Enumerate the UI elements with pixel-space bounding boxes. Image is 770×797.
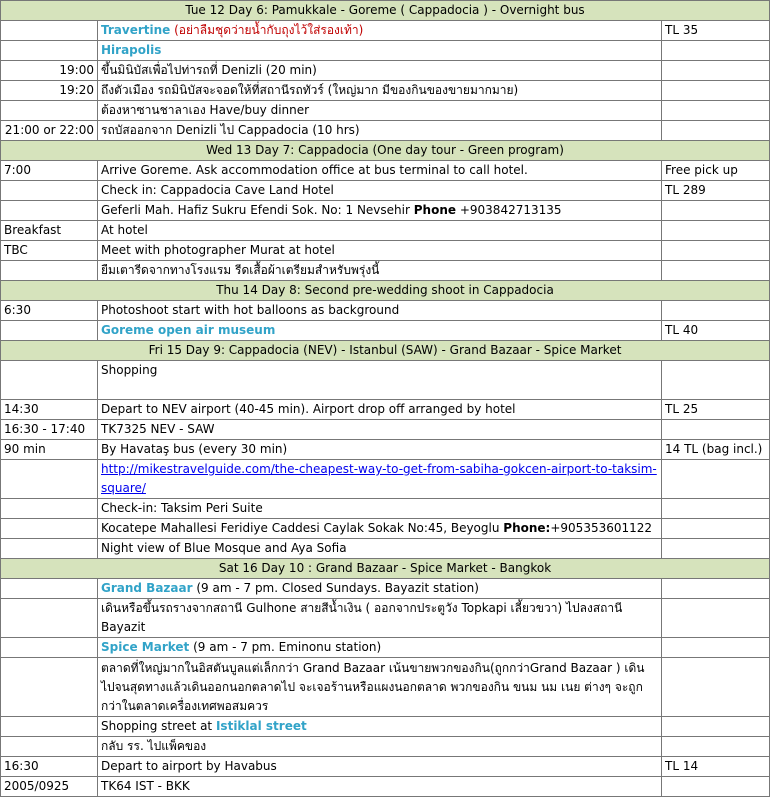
cost-cell	[662, 201, 770, 221]
time-cell	[1, 638, 98, 658]
table-row	[1, 261, 770, 281]
table-row	[1, 101, 770, 121]
desc-cell	[98, 717, 662, 737]
time-cell: 21:00 or 22:00	[1, 121, 98, 141]
cost-cell	[662, 221, 770, 241]
day-header	[1, 341, 770, 361]
time-cell: 2005/0925	[1, 777, 98, 797]
table-row	[1, 301, 770, 321]
table-row	[1, 361, 770, 400]
cost-cell: Free pick up	[662, 161, 770, 181]
cost-cell	[662, 658, 770, 717]
time-cell	[1, 499, 98, 519]
desc-cell	[98, 519, 662, 539]
attraction-title: Istiklal street	[215, 719, 307, 733]
cost-cell: TL 40	[662, 321, 770, 341]
attraction-note: (อย่าลืมชุดว่ายน้ำกับถุงไว้ใส่รองเท้า)	[174, 23, 364, 37]
time-cell: 6:30	[1, 301, 98, 321]
cost-cell	[662, 599, 770, 638]
time-cell	[1, 21, 98, 41]
phone-label: Phone	[413, 203, 457, 217]
day-header-label: Wed 13 Day 7: Cappadocia (One day tour - Green program)	[1, 141, 770, 161]
desc-cell	[98, 579, 662, 599]
time-cell: 19:00	[1, 61, 98, 81]
time-cell	[1, 460, 98, 499]
day-header-label: Thu 14 Day 8: Second pre-wedding shoot in Cappadocia	[1, 281, 770, 301]
cost-cell: TL 289	[662, 181, 770, 201]
time-cell	[1, 201, 98, 221]
desc-cell: เดินหรือขึ้นรถรางจากสถานี Gulhone สายสีน้ำเงิน ( ออกจากประตูวัง Topkapi เลี้ยวขวา) ไปลงสถานี Bayazit	[98, 599, 662, 638]
desc-cell: กลับ รร. ไปแพ็คของ	[98, 737, 662, 757]
desc-cell	[98, 321, 662, 341]
cost-cell	[662, 777, 770, 797]
time-cell	[1, 361, 98, 400]
desc-cell: Meet with photographer Murat at hotel	[98, 241, 662, 261]
desc-cell: Check-in: Taksim Peri Suite	[98, 499, 662, 519]
table-row	[1, 420, 770, 440]
guide-link[interactable]: http://mikestravelguide.com/the-cheapest-way-to-get-from-sabiha-gokcen-airport-to-taksim-square/	[101, 462, 657, 495]
cost-cell: TL 14	[662, 757, 770, 777]
hotel-address: Geferli Mah. Hafiz Sukru Efendi Sok. No: 1 Nevsehir	[101, 203, 410, 217]
time-cell: 14:30	[1, 400, 98, 420]
cost-cell: TL 35	[662, 21, 770, 41]
time-cell: Breakfast	[1, 221, 98, 241]
time-cell	[1, 737, 98, 757]
time-cell	[1, 181, 98, 201]
table-row	[1, 61, 770, 81]
cost-cell	[662, 579, 770, 599]
hotel-address: Kocatepe Mahallesi Feridiye Caddesi Caylak Sokak No:45, Beyoglu	[101, 521, 500, 535]
table-row	[1, 121, 770, 141]
attraction-title: Spice Market	[101, 640, 190, 654]
time-cell	[1, 321, 98, 341]
desc-cell: TK64 IST - BKK	[98, 777, 662, 797]
desc-cell: Night view of Blue Mosque and Aya Sofia	[98, 539, 662, 559]
time-cell	[1, 539, 98, 559]
desc-cell	[98, 41, 662, 61]
desc-cell: At hotel	[98, 221, 662, 241]
attraction-title: Goreme open air museum	[101, 323, 276, 337]
desc-cell: ถึงตัวเมือง รถมินิบัสจะจอดให้ที่สถานีรถทัวร์ (ใหญ่มาก มีของกินของขายมากมาย)	[98, 81, 662, 101]
attraction-hours: (9 am - 7 pm. Closed Sundays. Bayazit station)	[196, 581, 479, 595]
attraction-title: Grand Bazaar	[101, 581, 193, 595]
time-cell	[1, 41, 98, 61]
table-row	[1, 717, 770, 737]
table-row	[1, 539, 770, 559]
table-row	[1, 737, 770, 757]
cost-cell	[662, 121, 770, 141]
table-row	[1, 777, 770, 797]
table-row	[1, 599, 770, 638]
time-cell: 7:00	[1, 161, 98, 181]
day-header	[1, 559, 770, 579]
desc-cell: Shopping	[98, 361, 662, 400]
desc-cell: ต้องหาซานชาลาเอง Have/buy dinner	[98, 101, 662, 121]
desc-cell: Depart to airport by Havabus	[98, 757, 662, 777]
phone-number: +905353601122	[550, 521, 653, 535]
table-row	[1, 221, 770, 241]
phone-label: Phone:	[503, 521, 551, 535]
day-header-label: Fri 15 Day 9: Cappadocia (NEV) - Istanbul (SAW) - Grand Bazaar - Spice Market	[1, 341, 770, 361]
cost-cell	[662, 499, 770, 519]
cost-cell	[662, 241, 770, 261]
cost-cell	[662, 101, 770, 121]
table-row	[1, 241, 770, 261]
time-cell	[1, 579, 98, 599]
table-row	[1, 321, 770, 341]
desc-cell: รถบัสออกจาก Denizli ไป Cappadocia (10 hrs)	[98, 121, 662, 141]
day-header	[1, 1, 770, 21]
desc-cell	[98, 460, 662, 499]
table-row	[1, 757, 770, 777]
table-row	[1, 440, 770, 460]
time-cell	[1, 261, 98, 281]
table-row	[1, 460, 770, 499]
desc-cell: TK7325 NEV - SAW	[98, 420, 662, 440]
table-row	[1, 499, 770, 519]
cost-cell	[662, 460, 770, 499]
attraction-title: Hirapolis	[101, 43, 162, 57]
cost-cell	[662, 420, 770, 440]
table-row	[1, 400, 770, 420]
time-cell: 16:30	[1, 757, 98, 777]
cost-cell	[662, 61, 770, 81]
day-header-label: Sat 16 Day 10 : Grand Bazaar - Spice Market - Bangkok	[1, 559, 770, 579]
time-cell	[1, 658, 98, 717]
time-cell: 19:20	[1, 81, 98, 101]
cost-cell	[662, 638, 770, 658]
cost-cell	[662, 41, 770, 61]
time-cell	[1, 519, 98, 539]
attraction-hours: (9 am - 7 pm. Eminonu station)	[193, 640, 382, 654]
attraction-title: Travertine	[101, 23, 171, 37]
day-header-label: Tue 12 Day 6: Pamukkale - Goreme ( Cappadocia ) - Overnight bus	[1, 1, 770, 21]
table-row	[1, 181, 770, 201]
desc-cell: Check in: Cappadocia Cave Land Hotel	[98, 181, 662, 201]
cost-cell: 14 TL (bag incl.)	[662, 440, 770, 460]
cost-cell	[662, 81, 770, 101]
desc-cell	[98, 21, 662, 41]
table-row	[1, 579, 770, 599]
table-row	[1, 638, 770, 658]
desc-cell: ตลาดที่ใหญ่มากในอิสตันบูลแต่เล็กกว่า Grand Bazaar เน้นขายพวกของกิน(ถูกกว่าGrand Bazaar ) เดินไปจนสุดทางแล้วเดินออกนอกตลาดไป จะเจอร้านหรือแผงนอกตลาด พวกของกิน ขนม นม เนย ต่างๆ จะถูกกว่าในตลาดเครื่องเทศพอสมควร	[98, 658, 662, 717]
table-row	[1, 81, 770, 101]
phone-number: +903842713135	[459, 203, 562, 217]
time-cell	[1, 101, 98, 121]
cost-cell	[662, 361, 770, 400]
table-row	[1, 21, 770, 41]
desc-cell	[98, 201, 662, 221]
time-cell: TBC	[1, 241, 98, 261]
cost-cell	[662, 519, 770, 539]
day-header	[1, 281, 770, 301]
time-cell	[1, 717, 98, 737]
cost-cell	[662, 717, 770, 737]
cost-cell	[662, 539, 770, 559]
table-row	[1, 519, 770, 539]
time-cell: 90 min	[1, 440, 98, 460]
cost-cell	[662, 737, 770, 757]
desc-cell: ขึ้นมินิบัสเพื่อไปท่ารถที่ Denizli (20 min)	[98, 61, 662, 81]
table-row	[1, 658, 770, 717]
day-header	[1, 141, 770, 161]
table-row	[1, 41, 770, 61]
cost-cell	[662, 261, 770, 281]
table-row	[1, 201, 770, 221]
time-cell	[1, 599, 98, 638]
desc-cell: ยืมเตารีดจากทางโรงแรม รีดเสื้อผ้าเตรียมสำหรับพรุ่งนี้	[98, 261, 662, 281]
desc-cell: Photoshoot start with hot balloons as background	[98, 301, 662, 321]
street-prefix: Shopping street at	[101, 719, 213, 733]
desc-cell: Arrive Goreme. Ask accommodation office at bus terminal to call hotel.	[98, 161, 662, 181]
table-row	[1, 161, 770, 181]
cost-cell: TL 25	[662, 400, 770, 420]
desc-cell	[98, 638, 662, 658]
desc-cell: By Havataş bus (every 30 min)	[98, 440, 662, 460]
cost-cell	[662, 301, 770, 321]
time-cell: 16:30 - 17:40	[1, 420, 98, 440]
desc-cell: Depart to NEV airport (40-45 min). Airport drop off arranged by hotel	[98, 400, 662, 420]
